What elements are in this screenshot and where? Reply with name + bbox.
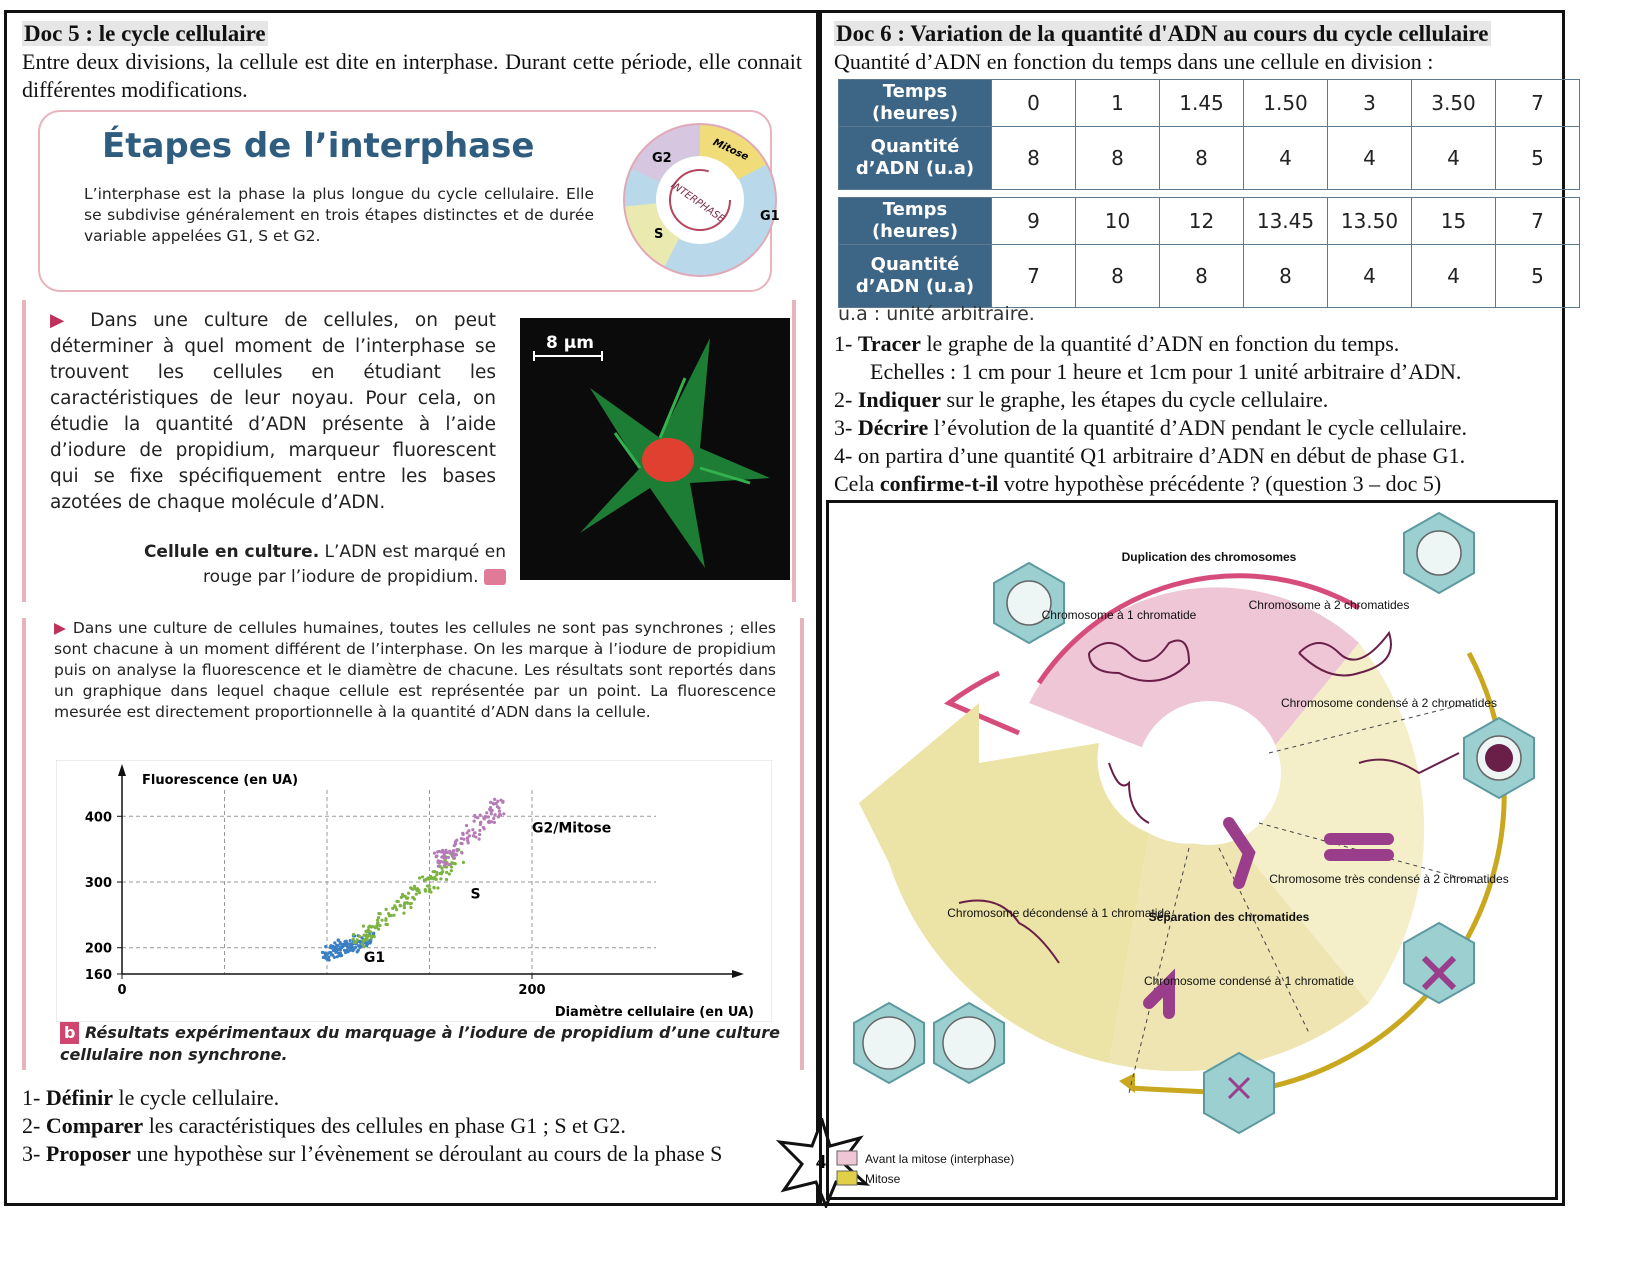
data-point	[365, 930, 368, 933]
data-point	[450, 869, 453, 872]
data-point	[349, 945, 352, 948]
data-point	[424, 888, 427, 891]
doc6-question-2: 2- Indiquer sur le graphe, les étapes du cycle cellulaire.	[834, 387, 1329, 412]
phase-annotation: G2/Mitose	[532, 820, 612, 837]
label-chromosome-condense-2: Chromosome condensé à 2 chromatides	[1280, 696, 1498, 710]
table-cell: 1.50	[1244, 80, 1328, 127]
data-point	[362, 945, 365, 948]
data-point	[492, 817, 495, 820]
data-point	[418, 891, 421, 894]
data-point	[395, 908, 398, 911]
data-point	[324, 945, 327, 948]
data-point	[406, 902, 409, 905]
data-point	[442, 860, 445, 863]
y-tick-label: 300	[84, 876, 112, 891]
table-cell: 4	[1328, 127, 1412, 190]
data-point	[413, 885, 416, 888]
data-point	[358, 935, 361, 938]
data-point	[371, 925, 374, 928]
interphase-text: L’interphase est la phase la plus longue du cycle cellulaire. Elle se subdivise généralement en trois étapes distinctes et de durée variable appelées G1, S et G2.	[84, 185, 594, 245]
data-point	[397, 900, 400, 903]
scatter-box	[22, 618, 804, 1070]
table-row	[839, 80, 1580, 127]
table-cell: 4	[1412, 127, 1496, 190]
doc5-question-3: 3- Proposer une hypothèse sur l’évènement se déroulant au cours de la phase S	[22, 1141, 723, 1166]
scatter-caption-text: Résultats expérimentaux du marquage à l’iodure de propidium d’une culture cellulaire non synchrone.	[60, 1023, 780, 1064]
x-axis-label: Diamètre cellulaire (en UA)	[554, 1005, 754, 1020]
data-point	[367, 926, 370, 929]
data-point	[376, 919, 379, 922]
scatter-paragraph: Dans une culture de cellules humaines, toutes les cellules ne sont pas synchrones ; elles sont chacune à un moment différent de l’interphase. On les marque à l’iodure de propidium puis on analyse la fluorescence et le diamètre de chacune. Les résultats sont reportés dans un graphique dans lequel chaque cellule est représentée par un point. La fluorescence mesurée est directement proportionnelle à la quantité d’ADN dans la cellule.	[54, 619, 776, 721]
data-point	[454, 862, 457, 865]
data-point	[333, 956, 336, 959]
data-point	[392, 914, 395, 917]
data-point	[473, 831, 476, 834]
doc6-question-4: 4- on partira d’une quantité Q1 arbitraire d’ADN en début de phase G1.	[834, 443, 1466, 468]
data-point	[462, 838, 465, 841]
table-header-dna: Quantité d’ADN (u.a)	[839, 245, 992, 308]
data-point	[450, 865, 453, 868]
culture-text	[50, 308, 496, 516]
data-point	[402, 912, 405, 915]
y-tick-label: 200	[84, 941, 112, 957]
data-point	[454, 842, 457, 845]
data-point	[418, 876, 421, 879]
table-cell: 1.45	[1160, 80, 1244, 127]
data-point	[436, 850, 439, 853]
table-cell: 5	[1496, 245, 1580, 308]
legend-mitose: Mitose	[865, 1172, 901, 1186]
y-tick-label: 400	[84, 810, 112, 826]
data-point	[433, 886, 436, 889]
culture-paragraph: Dans une culture de cellules, on peut déterminer à quel moment de l’interphase se trouvent les cellules en étudiant les caractéristiques de leur noyau. Pour cela, on étudie la quantité d’ADN présente à l’aide d’iodure de propidium, marqueur fluorescent qui se fixe spécifiquement entre les bases azotées de chaque molécule d’ADN.	[50, 310, 497, 513]
data-point	[482, 826, 485, 829]
data-point	[479, 814, 482, 817]
data-point	[485, 811, 488, 814]
data-point	[336, 939, 339, 942]
table-cell: 8	[1244, 245, 1328, 308]
data-point	[436, 886, 439, 889]
table-cell: 4	[1412, 245, 1496, 308]
data-point	[415, 892, 418, 895]
culture-caption-rest: L’ADN est marqué en rouge par l’iodure de propidium.	[203, 542, 506, 587]
data-point	[498, 813, 501, 816]
table-cell: 4	[1328, 245, 1412, 308]
data-point	[465, 824, 468, 827]
table-cell: 13.45	[1244, 198, 1328, 245]
data-point	[443, 851, 446, 854]
data-point	[376, 921, 379, 924]
data-point	[357, 949, 360, 952]
data-point	[461, 842, 464, 845]
doc5-questions	[22, 1084, 802, 1168]
ring-label-mitose: Mitose	[711, 137, 750, 163]
doc6-question-4b: Cela confirme-t-il votre hypothèse précédente ? (question 3 – doc 5)	[834, 471, 1442, 496]
data-point	[448, 872, 451, 875]
data-point	[487, 815, 490, 818]
data-point	[356, 938, 359, 941]
data-point	[461, 833, 464, 836]
unit-note: u.a : unité arbitraire.	[838, 303, 1035, 325]
label-chromosome-tres-condense: Chromosome très condensé à 2 chromatides	[1269, 872, 1509, 886]
scatter-text	[54, 618, 776, 723]
data-point	[498, 810, 501, 813]
page-number: 4	[816, 1151, 826, 1173]
data-point	[435, 878, 438, 881]
x-tick-label: 200	[518, 983, 546, 998]
caption-tag-icon	[484, 569, 506, 585]
scatter-caption	[60, 1022, 780, 1066]
table-cell: 8	[1160, 127, 1244, 190]
data-point	[374, 925, 377, 928]
table-cell: 9	[992, 198, 1076, 245]
data-point	[442, 856, 445, 859]
table-cell: 8	[1076, 127, 1160, 190]
data-point	[479, 821, 482, 824]
data-point	[478, 833, 481, 836]
data-point	[433, 852, 436, 855]
data-point	[349, 939, 352, 942]
data-point	[403, 904, 406, 907]
data-point	[445, 871, 448, 874]
doc5-question-1: 1- Définir le cycle cellulaire.	[22, 1085, 280, 1110]
interphase-box	[38, 110, 780, 292]
label-chromosome-decondense-1: Chromosome décondensé à 1 chromatide	[947, 906, 1171, 920]
data-point	[393, 904, 396, 907]
data-point	[453, 857, 456, 860]
data-point	[445, 878, 448, 881]
data-point	[451, 862, 454, 865]
data-point	[429, 875, 432, 878]
data-point	[460, 851, 463, 854]
table-cell: 13.50	[1328, 198, 1412, 245]
culture-caption-bold: Cellule en culture.	[143, 542, 320, 562]
data-point	[462, 861, 465, 864]
data-point	[329, 951, 332, 954]
table-row	[839, 245, 1580, 308]
data-point	[352, 938, 355, 941]
y-tick-label: 160	[84, 968, 112, 983]
data-point	[361, 942, 364, 945]
data-point	[428, 887, 431, 890]
phase-annotation: G1	[363, 950, 386, 967]
data-point	[335, 944, 338, 947]
data-point	[466, 839, 469, 842]
data-point	[387, 912, 390, 915]
data-point	[435, 855, 438, 858]
table-cell: 12	[1160, 198, 1244, 245]
doc5-intro: Entre deux divisions, la cellule est dite en interphase. Durant cette période, elle connait différentes modifications.	[22, 49, 802, 102]
ring-label-g1: G1	[760, 209, 780, 224]
data-point	[362, 925, 365, 928]
data-point	[415, 889, 418, 892]
data-point	[347, 942, 350, 945]
table-cell: 3	[1328, 80, 1412, 127]
data-point	[399, 904, 402, 907]
table-cell: 8	[992, 127, 1076, 190]
doc6-scale-note: Echelles : 1 cm pour 1 heure et 1cm pour 1 unité arbitraire d’ADN.	[870, 359, 1462, 384]
data-point	[326, 952, 329, 955]
dna-table-2	[838, 197, 1580, 308]
table-cell: 10	[1076, 198, 1160, 245]
table-cell: 8	[1076, 245, 1160, 308]
data-point	[380, 919, 383, 922]
data-point	[447, 856, 450, 859]
data-point	[489, 801, 492, 804]
data-point	[407, 892, 410, 895]
data-point	[436, 861, 439, 864]
data-point	[339, 945, 342, 948]
data-point	[492, 802, 495, 805]
data-point	[370, 934, 373, 937]
doc5-title: Doc 5 : le cycle cellulaire	[24, 21, 266, 46]
data-point	[341, 943, 344, 946]
label-chromosome-condense-1: Chromosome condensé à 1 chromatide	[1143, 974, 1355, 988]
data-point	[344, 951, 347, 954]
data-point	[468, 834, 471, 837]
data-point	[336, 955, 339, 958]
data-point	[386, 923, 389, 926]
scale-bar-label: 8 µm	[546, 333, 594, 353]
data-point	[401, 893, 404, 896]
data-point	[367, 934, 370, 937]
data-point	[474, 835, 477, 838]
doc5-question-2: 2- Comparer les caractéristiques des cellules en phase G1 ; S et G2.	[22, 1113, 626, 1138]
data-point	[477, 838, 480, 841]
data-point	[496, 805, 499, 808]
dna-table-1	[838, 79, 1580, 190]
table-header-time: Temps (heures)	[839, 80, 992, 127]
data-point	[409, 906, 412, 909]
table-cell: 7	[1496, 198, 1580, 245]
ring-label-s: S	[654, 227, 664, 242]
doc6-question-3: 3- Décrire l’évolution de la quantité d’ADN pendant le cycle cellulaire.	[834, 415, 1468, 440]
data-point	[366, 938, 369, 941]
data-point	[421, 875, 424, 878]
data-point	[405, 897, 408, 900]
table-header-dna: Quantité d’ADN (u.a)	[839, 127, 992, 190]
bullet-icon: ▶	[54, 619, 73, 637]
data-point	[499, 799, 502, 802]
data-point	[391, 907, 394, 910]
table-cell: 5	[1496, 127, 1580, 190]
data-point	[435, 873, 438, 876]
data-point	[378, 924, 381, 927]
data-point	[344, 942, 347, 945]
data-point	[437, 865, 440, 868]
bullet-icon: ▶	[50, 310, 91, 331]
data-point	[324, 957, 327, 960]
data-point	[493, 798, 496, 801]
data-point	[493, 821, 496, 824]
data-point	[465, 831, 468, 834]
data-point	[471, 828, 474, 831]
data-point	[445, 862, 448, 865]
data-point	[454, 853, 457, 856]
data-point	[409, 886, 412, 889]
fluorescence-scatter-chart	[56, 760, 772, 1022]
caption-letter-badge: b	[60, 1022, 79, 1044]
data-point	[439, 872, 442, 875]
data-point	[384, 917, 387, 920]
y-axis-label: Fluorescence (en UA)	[142, 773, 299, 788]
data-point	[334, 947, 337, 950]
data-point	[328, 958, 331, 961]
data-point	[489, 810, 492, 813]
chromosome-cycle-diagram	[829, 503, 1555, 1197]
label-separation: Séparation des chromatides	[1148, 910, 1310, 924]
data-point	[452, 849, 455, 852]
table-cell: 3.50	[1412, 80, 1496, 127]
data-point	[340, 954, 343, 957]
data-point	[362, 939, 365, 942]
data-point	[349, 949, 352, 952]
table-cell: 8	[1160, 245, 1244, 308]
data-point	[478, 829, 481, 832]
data-point	[363, 934, 366, 937]
data-point	[426, 884, 429, 887]
data-point	[427, 878, 430, 881]
table-cell: 4	[1244, 127, 1328, 190]
table-cell: 7	[1496, 80, 1580, 127]
table-row	[839, 198, 1580, 245]
doc6-question-1: 1- Tracer le graphe de la quantité d’ADN en fonction du temps.	[834, 331, 1400, 356]
data-point	[431, 870, 434, 873]
table-cell: 1	[1076, 80, 1160, 127]
data-point	[352, 948, 355, 951]
culture-caption	[126, 540, 506, 590]
interphase-heading: Étapes de l’interphase	[102, 126, 535, 166]
data-point	[352, 933, 355, 936]
data-point	[439, 877, 442, 880]
table-row	[839, 127, 1580, 190]
data-point	[429, 891, 432, 894]
table-cell: 15	[1412, 198, 1496, 245]
label-duplication: Duplication des chromosomes	[1121, 550, 1297, 564]
data-point	[493, 813, 496, 816]
doc6-questions	[834, 330, 1560, 498]
data-point	[455, 848, 458, 851]
culture-box	[22, 300, 796, 602]
phase-annotation: S	[470, 886, 481, 903]
data-point	[487, 821, 490, 824]
data-point	[502, 812, 505, 815]
ring-label-g2: G2	[652, 151, 672, 166]
data-point	[379, 912, 382, 915]
doc6-title: Doc 6 : Variation de la quantité d'ADN au cours du cycle cellulaire	[836, 21, 1489, 46]
data-point	[357, 944, 360, 947]
fluorescent-cell-image	[520, 318, 790, 580]
data-point	[474, 815, 477, 818]
table-cell: 0	[992, 80, 1076, 127]
data-point	[385, 908, 388, 911]
data-point	[412, 896, 415, 899]
table-cell: 7	[992, 245, 1076, 308]
data-point	[366, 942, 369, 945]
table-header-time: Temps (heures)	[839, 198, 992, 245]
data-point	[473, 819, 476, 822]
data-point	[329, 944, 332, 947]
interphase-ring-diagram	[610, 120, 790, 280]
data-point	[448, 850, 451, 853]
ring-label-interphase: INTERPHASE	[668, 180, 727, 226]
data-point	[373, 935, 376, 938]
doc6-subtitle: Quantité d’ADN en fonction du temps dans une cellule en division :	[834, 49, 1434, 74]
data-point	[334, 951, 337, 954]
legend-interphase: Avant la mitose (interphase)	[865, 1152, 1015, 1166]
x-tick-label: 0	[117, 983, 127, 998]
label-chromosome-2-chromatides: Chromosome à 2 chromatides	[1248, 598, 1410, 612]
label-chromosome-1-chromatide: Chromosome à 1 chromatide	[1041, 608, 1197, 622]
